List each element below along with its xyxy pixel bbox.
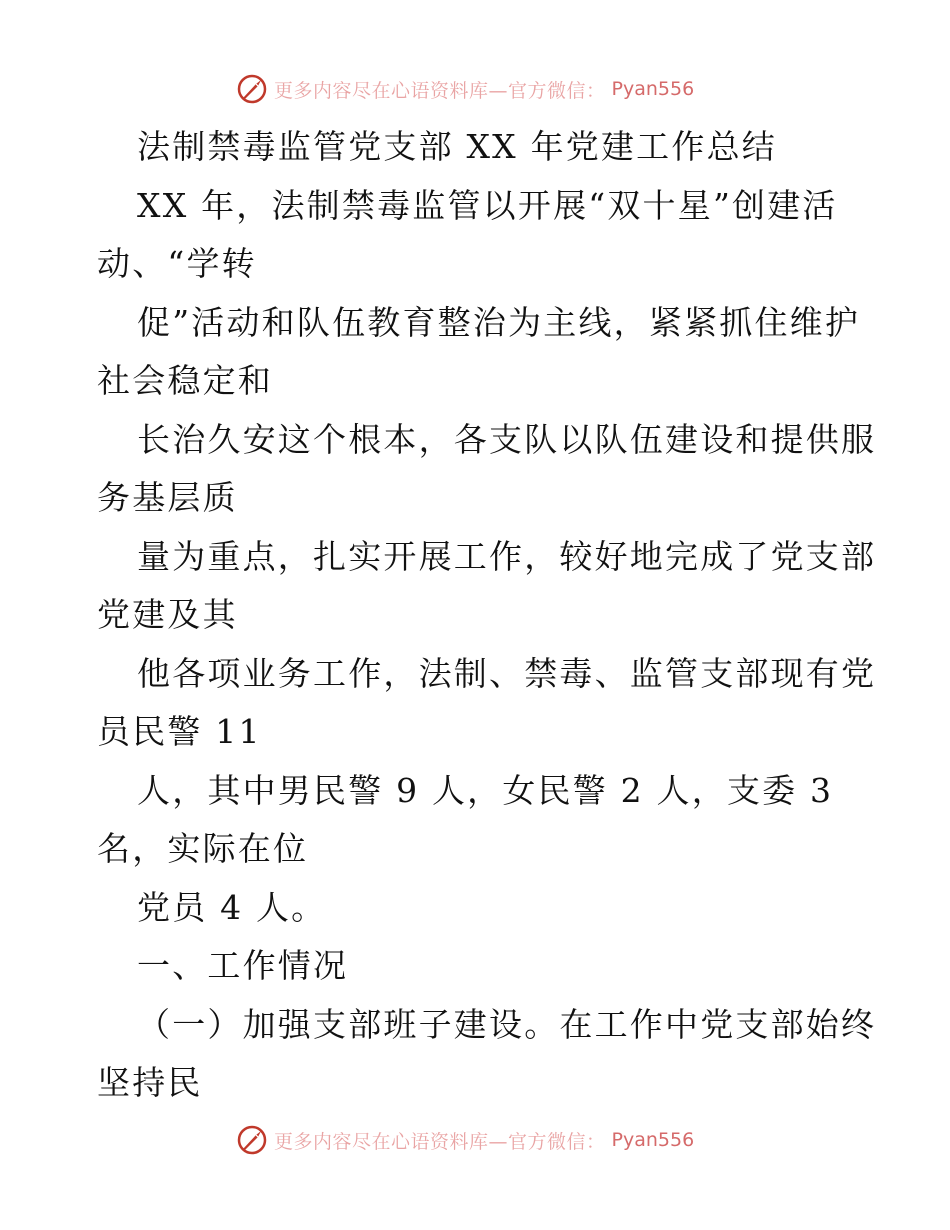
paragraph-line: XX 年，法制禁毒监管以开展“双十星”创建活 [137,185,838,225]
paragraph-line: 人，其中男民警 9 人，女民警 2 人，支委 3 [137,770,834,810]
watermark-footer [236,1123,694,1157]
document-title: 法制禁毒监管党支部 XX 年党建工作总结 [137,127,777,166]
paragraph-line: 员民警 11 [97,712,262,751]
document-body [97,118,877,1113]
paragraph-line: 促”活动和队伍教育整治为主线，紧紧抓住维护 [137,302,861,342]
paragraph-line: 党员 4 人。 [137,887,327,927]
subsection-heading-line: （一）加强支部班子建设。在工作中党支部始终 [137,1004,877,1044]
watermark-text: 更多内容尽在心语资料库—官方微信： [274,79,606,102]
watermark-wechat-id: Pyan556 [611,1129,695,1151]
paragraph-line: 名，实际在位 [97,829,309,868]
quill-logo-icon [236,1124,268,1156]
section-heading: 一、工作情况 [137,946,349,985]
paragraph-line: 社会稳定和 [97,361,273,400]
paragraph-line: 他各项业务工作，法制、禁毒、监管支部现有党 [137,653,877,693]
quill-logo-icon [236,73,268,105]
paragraph-line: 务基层质 [97,478,238,517]
paragraph-line: 长治久安这个根本，各支队以队伍建设和提供服 [137,419,877,459]
paragraph-line: 动、“学转 [97,244,257,283]
watermark-wechat-id: Pyan556 [611,78,695,100]
paragraph-line: 坚持民 [97,1063,203,1102]
paragraph-line: 量为重点，扎实开展工作，较好地完成了党支部 [137,536,877,576]
watermark-text: 更多内容尽在心语资料库—官方微信： [274,1130,606,1153]
watermark-header [236,72,694,106]
paragraph-line: 党建及其 [97,595,238,634]
